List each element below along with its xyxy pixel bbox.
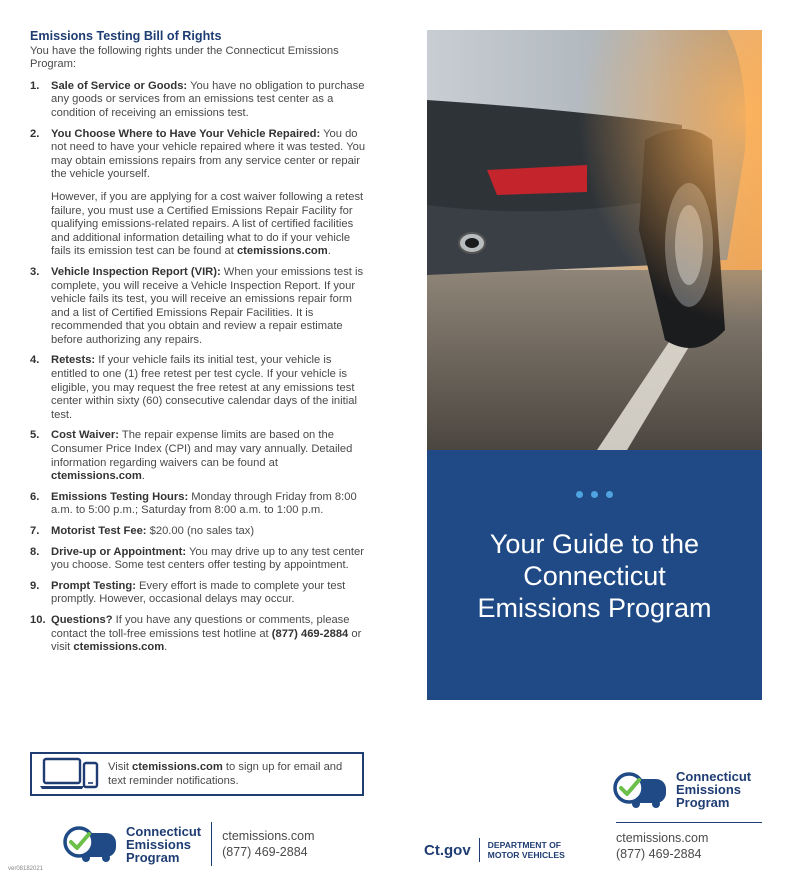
right-title: Motorist Test Fee: bbox=[51, 525, 147, 537]
ctgov-logo: Ct.gov bbox=[424, 841, 471, 859]
rights-list bbox=[30, 80, 366, 655]
right-text: If you have any questions or comments, please contact the toll-free emissions test hotline at bbox=[51, 613, 350, 640]
right-number: 7. bbox=[30, 525, 40, 537]
right-title: Sale of Service or Goods: bbox=[51, 79, 188, 92]
right-item bbox=[30, 266, 366, 348]
brand-name bbox=[676, 770, 751, 809]
phone-number[interactable]: (877) 469-2884 bbox=[616, 847, 702, 861]
right-text: Monday through Friday from 8:00 a.m. to 5:00 p.m.; Saturday from 8:00 a.m. to 1:00 p.m. bbox=[51, 490, 357, 517]
cover-title bbox=[427, 528, 762, 624]
website-link[interactable]: ctemissions.com bbox=[616, 831, 709, 845]
right-title: Drive-up or Appointment: bbox=[51, 545, 187, 558]
right-number: 4. bbox=[30, 354, 40, 367]
reminder-prefix: Visit bbox=[108, 761, 133, 773]
car-photo-illustration bbox=[427, 30, 762, 450]
website-link[interactable]: ctemissions.com bbox=[236, 245, 328, 258]
bill-of-rights bbox=[30, 30, 366, 662]
right-title: Retests: bbox=[51, 354, 96, 367]
right-item bbox=[30, 80, 366, 121]
brand-line: Emissions bbox=[676, 782, 742, 797]
brand-logo-right bbox=[612, 770, 751, 809]
hotline-phone[interactable]: (877) 469-2884 bbox=[271, 627, 349, 640]
right-number: 3. bbox=[30, 265, 40, 278]
right-title: Emissions Testing Hours: bbox=[51, 490, 189, 503]
punctuation: . bbox=[141, 470, 145, 483]
contact-info-right bbox=[616, 830, 708, 862]
emissions-program-logo-icon bbox=[62, 825, 120, 863]
laptop-phone-icon bbox=[38, 754, 100, 794]
right-item bbox=[30, 546, 366, 573]
right-text: If your vehicle fails its initial test, your vehicle is entitled to one (1) free retest per test cycle. If your vehicle is eligible, you may request the free retest at any emissions test center within sixty (60) consecutive calendar days of the initial test. bbox=[51, 354, 357, 421]
right-title: Questions? bbox=[51, 613, 113, 626]
right-text: You have no obligation to purchase any goods or services from an emissions test center as a condition of receiving an emissions test. bbox=[51, 79, 365, 119]
dot-icon bbox=[606, 491, 613, 498]
brand-footer-left bbox=[62, 822, 315, 866]
right-text: You may drive up to any test center you choose. Some test centers offer testing by appointment. bbox=[51, 545, 364, 572]
car-rear-photo bbox=[427, 30, 762, 450]
dmv-logo bbox=[424, 838, 565, 862]
right-number: 10. bbox=[30, 613, 46, 626]
dmv-line: DEPARTMENT OF bbox=[487, 840, 562, 850]
divider bbox=[211, 822, 212, 866]
reminder-text bbox=[100, 760, 362, 788]
divider bbox=[616, 822, 762, 823]
website-link[interactable]: ctemissions.com bbox=[132, 761, 223, 773]
right-title: Cost Waiver: bbox=[51, 429, 119, 442]
right-text: However, if you are applying for a cost waiver following a retest failure, you must use a Certified Emissions Repair Facility for qualifying emissions-related repairs. A list of certified facilities and additional information detailing what to do if your vehicle fails its emission test can be found at bbox=[51, 190, 364, 258]
right-number: 2. bbox=[30, 127, 40, 140]
right-item bbox=[30, 354, 366, 422]
right-item bbox=[30, 525, 366, 539]
right-number: 8. bbox=[30, 545, 40, 558]
right-number: 5. bbox=[30, 429, 40, 442]
right-text: The repair expense limits are based on the Consumer Price Index (CPI) and may vary annually. Detailed information regarding waivers can be found at bbox=[51, 429, 353, 469]
divider bbox=[479, 838, 480, 862]
right-item bbox=[30, 128, 366, 259]
right-number: 9. bbox=[30, 579, 40, 592]
contact-info bbox=[222, 828, 314, 860]
right-number: 1. bbox=[30, 79, 40, 92]
bill-intro: You have the following rights under the Connecticut Emissions Program: bbox=[30, 44, 339, 71]
right-item bbox=[30, 580, 366, 607]
right-text: or visit bbox=[51, 627, 362, 654]
version-code: ver08182021 bbox=[8, 866, 44, 872]
right-title: Vehicle Inspection Report (VIR): bbox=[51, 265, 221, 278]
brand-line: Connecticut bbox=[676, 769, 752, 784]
right-item bbox=[30, 614, 366, 655]
right-item bbox=[30, 429, 366, 483]
bill-title: Emissions Testing Bill of Rights bbox=[30, 29, 222, 43]
dmv-name bbox=[488, 840, 565, 860]
right-item bbox=[30, 491, 366, 518]
right-title: You Choose Where to Have Your Vehicle Repaired: bbox=[51, 127, 321, 140]
brand-line: Program bbox=[126, 849, 180, 865]
website-link[interactable]: ctemissions.com bbox=[222, 829, 315, 843]
right-text: You do not need to have your vehicle repaired where it was tested. You may obtain emissions repairs from any service center or repair the vehicle yourself. bbox=[51, 127, 366, 181]
emissions-program-logo-icon bbox=[612, 771, 670, 809]
right-text: $20.00 (no sales tax) bbox=[146, 525, 255, 537]
dot-icon bbox=[576, 491, 583, 498]
brand-line: Connecticut bbox=[126, 823, 202, 839]
right-text: Every effort is made to complete your test promptly. However, occasional delays may occur. bbox=[51, 579, 346, 606]
punctuation: . bbox=[327, 245, 331, 258]
decorative-dots bbox=[427, 485, 762, 503]
phone-number[interactable]: (877) 469-2884 bbox=[222, 845, 308, 859]
reminder-suffix: to sign up for email and text reminder notifications. bbox=[108, 761, 343, 787]
website-link[interactable]: ctemissions.com bbox=[73, 641, 165, 654]
cover-panel bbox=[427, 450, 762, 700]
dot-icon bbox=[591, 491, 598, 498]
dmv-line: MOTOR VEHICLES bbox=[487, 850, 565, 860]
punctuation: . bbox=[164, 641, 168, 654]
cover-title-line: Connecticut bbox=[523, 561, 666, 591]
cover-title-line: Your Guide to the bbox=[489, 529, 700, 559]
right-text: When your emissions test is complete, you will receive a Vehicle Inspection Report. If your vehicle fails its test, you will receive an emissions repair form and a list of Certified Emissions Repair Facilities. It is recommended that you obtain and review a repair estimate before authorizing any repairs. bbox=[51, 265, 364, 346]
website-link[interactable]: ctemissions.com bbox=[51, 470, 142, 483]
brand-name bbox=[126, 825, 201, 864]
right-number: 6. bbox=[30, 490, 40, 503]
right-title: Prompt Testing: bbox=[51, 579, 136, 592]
brand-line: Program bbox=[676, 795, 730, 810]
brand-line: Emissions bbox=[126, 836, 192, 852]
reminder-box bbox=[30, 752, 364, 796]
cover-title-line: Emissions Program bbox=[477, 593, 712, 623]
